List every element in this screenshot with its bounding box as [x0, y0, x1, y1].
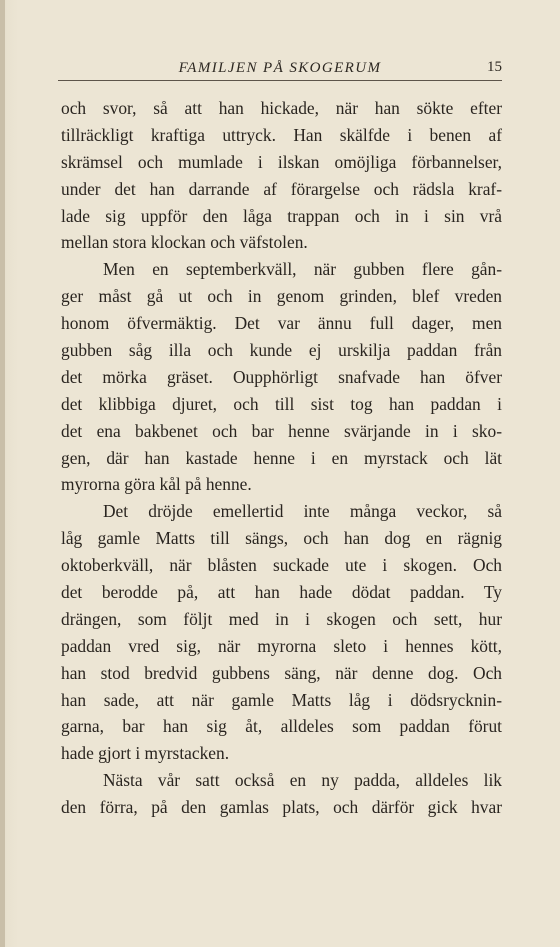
text-line: det berodde på, att han hade dödat paddan. Ty [61, 582, 502, 603]
text-line: myrorna göra kål på henne. [61, 474, 252, 495]
text-line: Det dröjde emellertid inte många veckor, så [103, 501, 502, 522]
text-line: det mörka gräset. Oupphörligt snafvade han öfver [61, 366, 502, 387]
running-head [58, 52, 502, 82]
text-line: den förra, på den gamlas plats, och därför gick hvar [61, 797, 502, 818]
text-line: han sade, att när gamle Matts låg i dödsrycknin- [61, 689, 502, 710]
body-text [61, 95, 502, 821]
text-line: oktoberkväll, när blåsten suckade ute i skogen. Och [61, 555, 502, 576]
text-line: skrämsel och mumlade i ilskan omöjliga förbannelser, [61, 151, 502, 172]
text-line: mellan stora klockan och väfstolen. [61, 232, 308, 253]
text-line: och svor, så att han hickade, när han sökte efter [61, 98, 502, 118]
text-line: det klibbiga djuret, och till sist tog han paddan i [61, 393, 502, 414]
text-line: låg gamle Matts till sängs, och han dog en rägnig [61, 528, 502, 549]
text-line: garna, bar han sig åt, alldeles som paddan förut [61, 716, 502, 737]
text-line: tillräckligt kraftiga uttryck. Han skälfde i benen af [61, 124, 502, 145]
text-line: hade gjort i myrstacken. [61, 743, 230, 764]
header-rule [58, 80, 502, 81]
text-line: ger måst gå ut och in genom grinden, blef vreden [61, 286, 502, 307]
running-title: FAMILJEN PÅ SKOGERUM [178, 60, 382, 76]
text-line: under det han darrande af förargelse och rädsla kraf- [61, 178, 502, 199]
text-line: paddan vred sig, när myrorna sleto i hennes kött, [61, 635, 502, 656]
text-line: lade sig uppför den låga trappan och in i sin vrå [61, 205, 502, 226]
text-line: honom öfvermäktig. Det var ännu full dager, men [61, 313, 502, 334]
text-line: drängen, som följt med in i skogen och sett, hur [61, 608, 502, 629]
text-line: han stod bredvid gubbens säng, när denne dog. Och [61, 662, 502, 683]
page-edge-shadow [0, 0, 5, 947]
text-line: Nästa vår satt också en ny padda, alldeles lik [103, 770, 502, 791]
text-line: Men en septemberkväll, när gubben flere gån- [103, 259, 502, 280]
text-line: det ena bakbenet och bar henne svärjande in i sko- [61, 420, 502, 441]
page-number: 15 [487, 59, 502, 75]
text-line: gubben såg illa och kunde ej urskilja paddan från [61, 340, 502, 361]
text-line: gen, där han kastade henne i en myrstack och lät [61, 447, 502, 468]
